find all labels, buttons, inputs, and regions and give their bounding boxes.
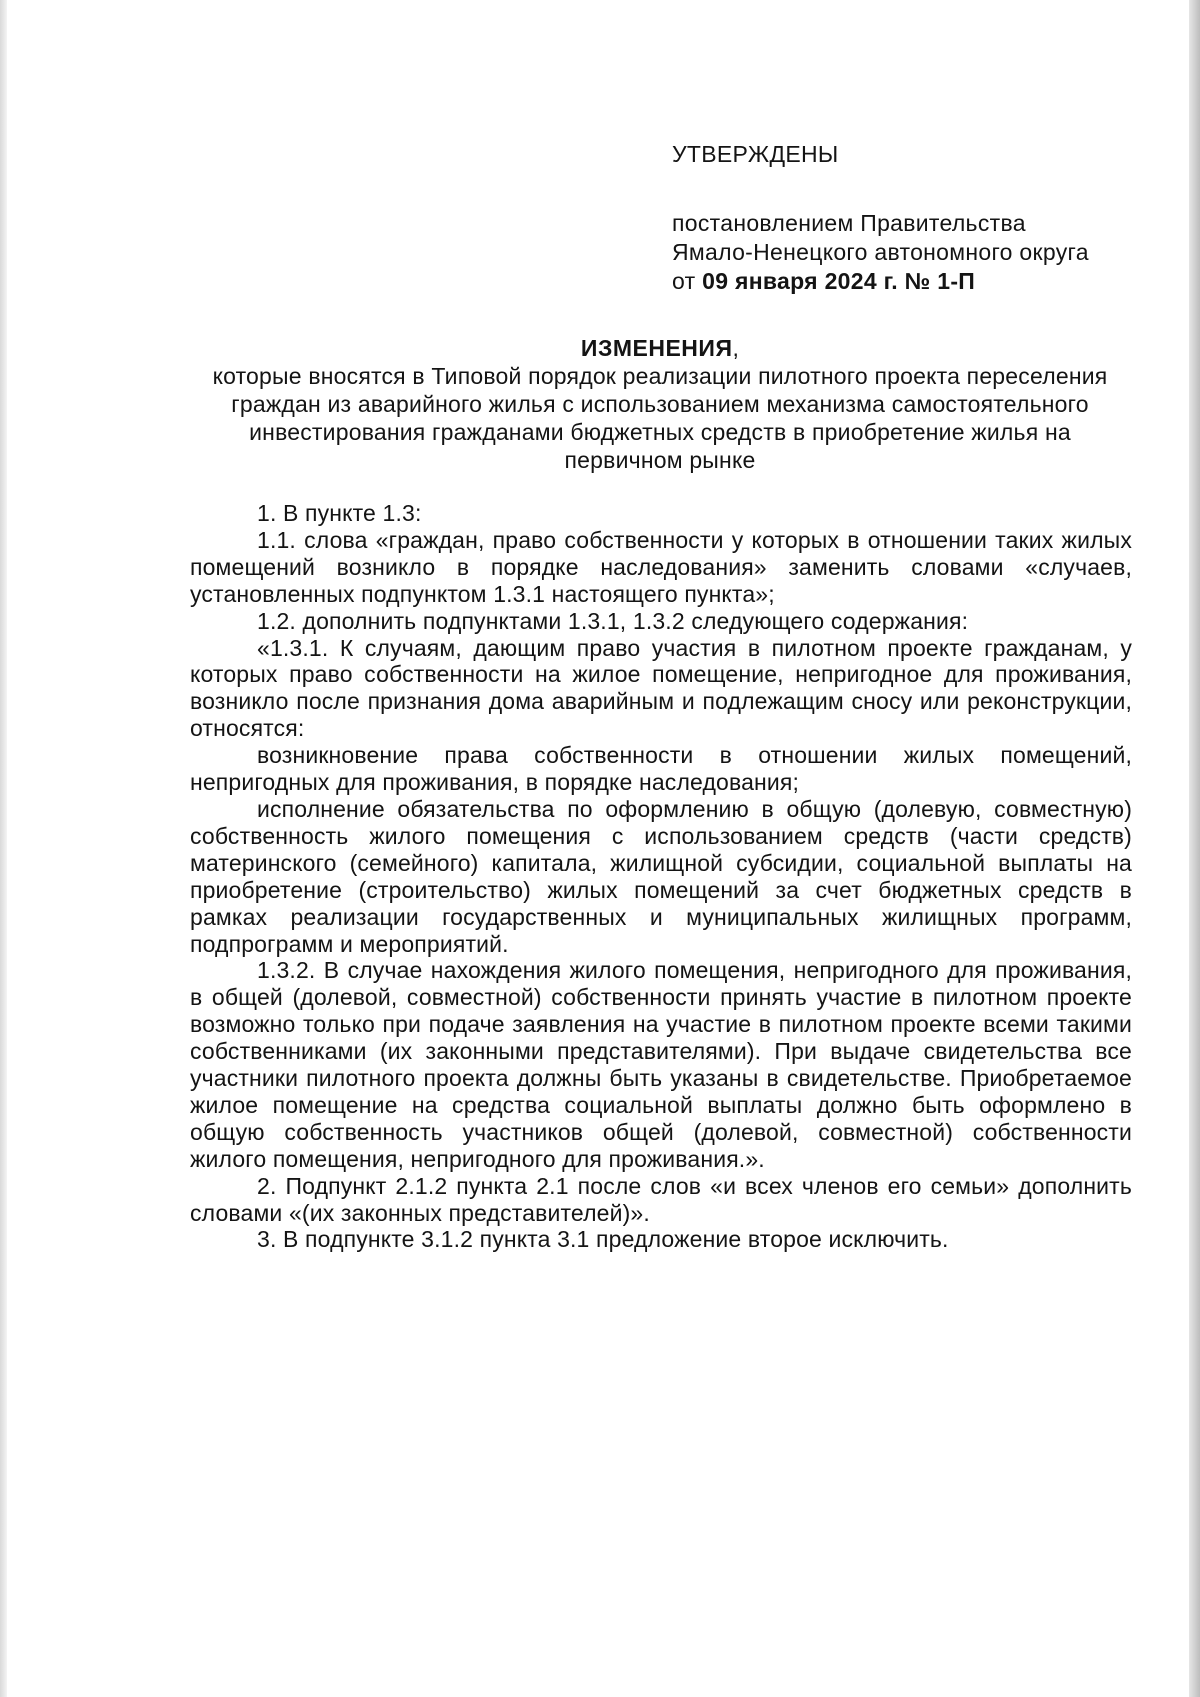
heading-title-line bbox=[190, 334, 1130, 362]
document-heading bbox=[190, 334, 1130, 474]
paragraph-1-3-1: «1.3.1. К случаям, дающим право участия в пилотном проекте гражданам, у которых право собственности на жилое помещение, непригодное для проживания, возникло после признания дома аварийным и подлежащим сносу или реконструкции, относятся: bbox=[190, 634, 1132, 742]
approval-date-prefix: от bbox=[672, 268, 703, 294]
paragraph-capital-case: исполнение обязательства по оформлению в общую (долевую, совместную) собственность жилого помещения с использованием средств (части средств) материнского (семейного) капитала, жилищной субсидии, социальной выплаты на приобретение (строительство) жилых помещений за счет бюджетных средств в рамках реализации государственных и муниципальных жилищных программ, подпрограмм и мероприятий. bbox=[190, 795, 1132, 957]
approval-line-government: Ямало-Ненецкого автономного округа bbox=[672, 239, 1089, 265]
approval-block bbox=[672, 140, 1142, 296]
approval-stamp: УТВЕРЖДЕНЫ bbox=[672, 141, 839, 167]
paragraph-1: 1. В пункте 1.3: bbox=[257, 500, 422, 526]
approval-line-resolution: постановлением Правительства bbox=[672, 210, 1026, 236]
scan-edge-left bbox=[0, 0, 7, 1697]
document-body bbox=[190, 500, 1132, 1253]
paragraph-3: 3. В подпункте 3.1.2 пункта 3.1 предложение второе исключить. bbox=[257, 1226, 949, 1253]
paragraph-1-3-2: 1.3.2. В случае нахождения жилого помещения, непригодного для проживания, в общей (долевой, совместной) собственности принять участие в пилотном проекте возможно только при подаче заявления на участие в пилотном проекте всеми такими собственниками (их законными представителями). При выдаче свидетельства все участники пилотного проекта должны быть указаны в свидетельстве. Приобретаемое жилое помещение на средства социальной выплаты должно быть оформлено в общую собственность участников общей (долевой, совместной) собственности жилого помещения, непригодного для проживания.». bbox=[190, 957, 1132, 1172]
paragraph-1-2: 1.2. дополнить подпунктами 1.3.1, 1.3.2 следующего содержания: bbox=[257, 607, 969, 634]
scan-edge-right bbox=[1189, 0, 1200, 1697]
heading-title: ИЗМЕНЕНИЯ bbox=[580, 335, 733, 361]
approval-date-value: 09 января 2024 г. № 1-П bbox=[702, 268, 976, 294]
heading-title-comma: , bbox=[732, 335, 740, 361]
paragraph-1-1: 1.1. слова «граждан, право собственности у которых в отношении таких жилых помещений возникло в порядке наследования» заменить словами «случаев, установленных подпунктом 1.3.1 настоящего пункта»; bbox=[190, 526, 1132, 607]
paragraph-2: 2. Подпункт 2.1.2 пункта 2.1 после слов «и всех членов его семьи» дополнить словами «(их законных представителей)». bbox=[190, 1172, 1132, 1226]
heading-subtitle: которые вносятся в Типовой порядок реализации пилотного проекта переселения граждан из аварийного жилья с использованием механизма самостоятельного инвестирования гражданами бюджетных средств в приобретение жилья на первичном рынке bbox=[212, 363, 1108, 473]
paragraph-inheritance-case: возникновение права собственности в отношении жилых помещений, непригодных для проживания, в порядке наследования; bbox=[190, 742, 1132, 796]
approval-date-line bbox=[672, 267, 1142, 296]
